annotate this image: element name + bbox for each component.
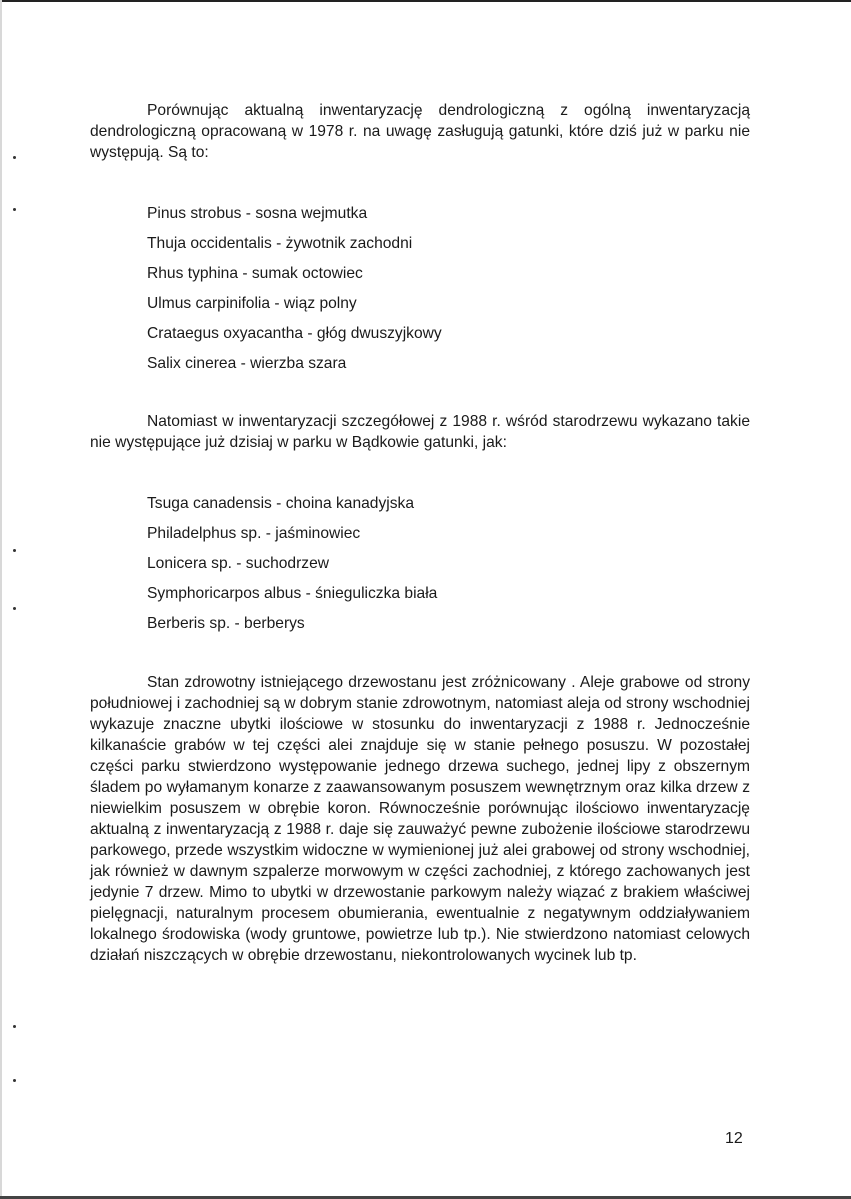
scan-mark: [13, 1025, 16, 1028]
species-item: Ulmus carpinifolia - wiąz polny: [147, 295, 357, 312]
scan-mark: [13, 607, 16, 610]
scan-mark: [13, 208, 16, 211]
species-item: Tsuga canadensis - choina kanadyjska: [147, 495, 414, 512]
species-list-1988: [90, 489, 750, 639]
page-number: 12: [725, 1130, 743, 1147]
inventory-1988-paragraph: Natomiast w inwentaryzacji szczegółowej z 1988 r. wśród starodrzewu wykazano takie nie występujące już dzisiaj w parku w Bądkowie gatunki, jak:: [90, 413, 750, 451]
species-item: Berberis sp. - berberys: [147, 615, 305, 632]
scan-top-edge: [0, 0, 851, 2]
intro-paragraph: Porównując aktualną inwentaryzację dendrologiczną z ogólną inwentaryzacją dendrologiczną opracowaną w 1978 r. na uwagę zasługują gatunki, które dziś już w parku nie występują. Są to:: [90, 102, 750, 161]
scan-left-edge: [0, 0, 2, 1199]
scan-mark: [13, 156, 16, 159]
species-item: Salix cinerea - wierzba szara: [147, 355, 347, 372]
species-item: Pinus strobus - sosna wejmutka: [147, 205, 368, 222]
page-body: [90, 100, 750, 966]
scan-mark: [13, 549, 16, 552]
scan-mark: [13, 1079, 16, 1082]
species-item: Crataegus oxyacantha - głóg dwuszyjkowy: [147, 325, 442, 342]
species-item: Philadelphus sp. - jaśminowiec: [147, 525, 361, 542]
species-item: Lonicera sp. - suchodrzew: [147, 555, 330, 572]
species-item: Symphoricarpos albus - śnieguliczka biała: [147, 585, 438, 602]
species-list-1978: [90, 199, 750, 379]
species-item: Rhus typhina - sumak octowiec: [147, 265, 363, 282]
health-status-paragraph: Stan zdrowotny istniejącego drzewostanu jest zróżnicowany . Aleje grabowe od strony południowej i zachodniej są w dobrym stanie zdrowotnym, natomiast aleja od strony wschodniej wykazuje znaczne ubytki ilościowe w stosunku do inwentaryzacji z 1988 r. Jednocześnie kilkanaście grabów w tej części alei znajduje się w stanie pełnego posuszu. W pozostałej części parku stwierdzono występowanie jednego drzewa suchego, jednej lipy z obszernym śladem po wyłamanym konarze z zaawansowanym posuszem wewnętrznym oraz kilka drzew z niewielkim posuszem w obrębie koron. Równocześnie porównując ilościowo inwentaryzację aktualną z inwentaryzacją z 1988 r. daje się zauważyć pewne zubożenie ilościowe starodrzewu parkowego, przede wszystkim widoczne w wymienionej już alei grabowej od strony wschodniej, jak również w dawnym szpalerze morwowym w części zachodniej, z którego zachowanych jest jedynie 7 drzew. Mimo to ubytki w drzewostanie parkowym należy wiązać z brakiem właściwej pielęgnacji, naturalnym procesem obumierania, ewentualnie z negatywnym oddziaływaniem lokalnego środowiska (wody gruntowe, powietrze lub tp.). Nie stwierdzono natomiast celowych działań niszczących w obrębie drzewostanu, niekontrolowanych wycinek lub tp.: [90, 674, 750, 964]
species-item: Thuja occidentalis - żywotnik zachodni: [147, 235, 413, 252]
